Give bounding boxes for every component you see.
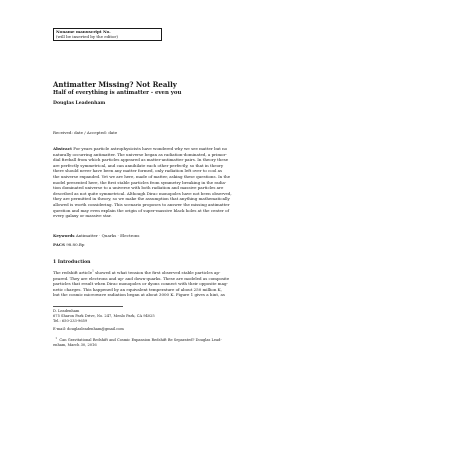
author-email[interactable]: E-mail: douglasleadenham@gmail.com	[53, 327, 124, 331]
pacs-label: PACS	[53, 242, 65, 247]
paper-title: Antimatter Missing? Not Really	[53, 80, 177, 89]
footnote	[53, 338, 222, 349]
pacs-text: 98.80.Bp	[66, 242, 85, 247]
section-heading: 1 Introduction	[53, 260, 91, 265]
footnote-number: 1	[55, 336, 58, 340]
abstract-line: tion dominated universe to a universe with both radiation and massive particles are	[53, 185, 224, 191]
manuscript-number-box	[53, 28, 162, 41]
abstract-line: there should never have been any matter formed, only radiation left over to cool as	[53, 168, 223, 174]
footnote-divider	[53, 306, 123, 307]
intro-text: showed at what tension the first observed stable particles ap-	[93, 270, 221, 275]
intro-line: particles that result when Dirac monopoles or dyons connect with their opposite mag-	[53, 281, 228, 287]
abstract-line: described as not quite symmetrical. Although Dirac monopoles have not been observed,	[53, 190, 232, 196]
intro-text: The redshift article	[53, 270, 93, 275]
abstract-line: they are permitted in theory, so we make the assumption that anything mathematically	[53, 196, 230, 202]
abstract-line: allowed is worth considering. This scenario proposes to answer the missing antimatter	[53, 201, 230, 207]
footnote-text: Can Gravitational Redshift and Cosmic Expansion Redshift Be Separated? Douglas Lead-	[59, 338, 222, 343]
abstract-heading: Abstract	[53, 146, 72, 151]
intro-line: peared. They are electrons and up- and down-quarks. These are modeled as composite	[53, 275, 230, 281]
footnote-text: enham, March 30, 2016	[53, 343, 97, 348]
abstract	[53, 146, 399, 219]
abstract-line: model presented here, the first stable particles from symmetry breaking in the radia-	[53, 179, 227, 185]
pacs	[53, 242, 84, 247]
address-line: D. Leadenham	[53, 309, 80, 313]
abstract-line: question and may even explain the origin of super-massive black holes at the center of	[53, 207, 229, 213]
footnote-marker[interactable]: 1	[92, 268, 94, 273]
manuscript-number-label: Noname manuscript No.	[56, 29, 111, 34]
address-line: 675 Sharon Park Drive, No. 247, Menlo Park, CA 94025	[53, 314, 155, 319]
abstract-line: are perfectly symmetrical, and can annihilate each other perfectly, so that in theory	[53, 162, 224, 168]
introduction-body	[53, 270, 399, 298]
abstract-line: naturally occurring antimatter. The universe began as radiation-dominated, a primor-	[53, 151, 227, 157]
abstract-line: dial fireball from which particles appeared as matter-antimatter pairs. In theory these	[53, 157, 229, 163]
abstract-line: every galaxy or massive star.	[53, 213, 112, 219]
abstract-line: For years particle astrophysicists have wondered why we see matter but no	[73, 146, 228, 151]
author-name: Douglas Leadenham	[53, 101, 106, 106]
address-line: Tel.: 650-233-9659	[53, 319, 88, 324]
intro-line: but the cosmic microwave radiation began at about 3000 K. Figure 1 gives a hint, as	[53, 292, 225, 298]
paper-subtitle: Half of everything is antimatter - even you	[53, 90, 182, 96]
intro-line: netic charges. This happened by an equivalent temperature of about 250 million K,	[53, 286, 222, 292]
received-date: Received: date / Accepted: date	[53, 130, 118, 135]
keywords-label: Keywords	[53, 233, 75, 238]
editor-note: (will be inserted by the editor)	[56, 33, 118, 39]
keywords	[53, 233, 139, 238]
abstract-line: the universe expanded. Yet we are here, made of matter, asking these questions. In the	[53, 173, 231, 179]
author-address	[53, 309, 155, 325]
keywords-text: Antimatter · Quarks · Electrons	[75, 233, 140, 238]
